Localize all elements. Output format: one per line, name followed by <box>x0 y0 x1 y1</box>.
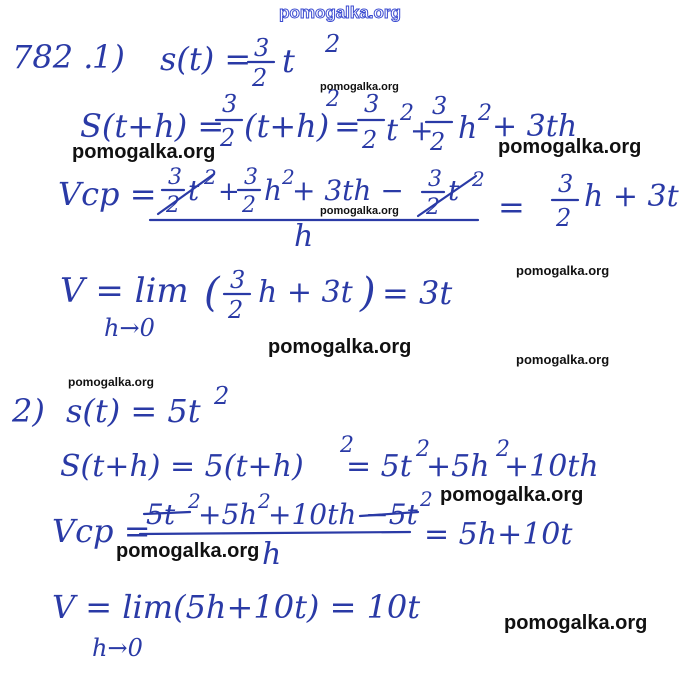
svg-text:2: 2 <box>340 433 354 458</box>
svg-text:+5h: +5h <box>198 498 258 531</box>
svg-text:5t: 5t <box>146 498 176 531</box>
svg-text:3: 3 <box>254 34 270 62</box>
svg-text:2: 2 <box>426 195 440 220</box>
part1-limit <box>60 266 452 342</box>
svg-text:V = lim(5h+10t) = 10t: V = lim(5h+10t) = 10t <box>52 588 421 626</box>
watermark-label: pomogalka.org <box>440 484 584 506</box>
svg-text:2: 2 <box>472 167 485 191</box>
svg-text:3: 3 <box>244 165 258 190</box>
svg-text:2: 2 <box>228 296 244 324</box>
svg-text:2: 2 <box>220 124 236 152</box>
svg-text:2: 2 <box>166 193 180 218</box>
svg-text:2: 2 <box>556 204 572 232</box>
svg-text:= 5h+10t: = 5h+10t <box>424 517 573 552</box>
svg-text:+ 3th −: + 3th − <box>292 174 404 207</box>
svg-text:): ) <box>360 270 376 316</box>
top-watermark: pomogalka.org <box>279 3 401 22</box>
svg-text:s(t) = 5t: s(t) = 5t <box>66 392 201 430</box>
svg-text:s(t) =: s(t) = <box>160 40 252 78</box>
svg-text:2: 2 <box>204 165 217 189</box>
svg-text:t: t <box>386 113 399 148</box>
part2-given <box>66 382 229 430</box>
svg-text:Vcp =: Vcp = <box>52 512 151 550</box>
svg-text:h→0: h→0 <box>92 634 143 662</box>
svg-text:(: ( <box>204 270 220 316</box>
problem-number: 782 . <box>12 38 94 76</box>
part2-expansion <box>60 433 599 484</box>
svg-text:h: h <box>458 111 478 146</box>
svg-text:+: + <box>410 114 434 147</box>
part2-limit <box>52 588 420 662</box>
svg-text:3: 3 <box>230 266 246 294</box>
part1-given <box>160 30 340 92</box>
svg-text:t: t <box>448 174 460 207</box>
part1-marker: 1) <box>92 38 125 76</box>
svg-text:2: 2 <box>242 193 256 218</box>
svg-text:V = lim: V = lim <box>60 271 189 311</box>
svg-text:t: t <box>188 174 200 207</box>
svg-text:2: 2 <box>400 101 414 126</box>
svg-text:3: 3 <box>222 90 238 118</box>
svg-text:h: h <box>262 537 282 572</box>
svg-text:S(t+h) =: S(t+h) = <box>80 107 225 145</box>
svg-text:= 5t: = 5t <box>346 449 412 484</box>
svg-text:Vcp =: Vcp = <box>58 175 157 213</box>
svg-text:2: 2 <box>420 487 433 511</box>
svg-text:h + 3t: h + 3t <box>584 179 679 214</box>
part2-marker: 2) <box>12 392 45 430</box>
watermark-label: pomogalka.org <box>268 336 412 358</box>
svg-text:3: 3 <box>432 92 448 120</box>
svg-text:2: 2 <box>214 382 230 410</box>
svg-text:+5h: +5h <box>426 449 490 484</box>
svg-text:2: 2 <box>326 87 340 112</box>
svg-text:+10th: +10th <box>504 449 599 484</box>
watermark-label: pomogalka.org <box>320 81 399 93</box>
svg-text:2: 2 <box>478 101 492 126</box>
svg-text:S(t+h) = 5(t+h): S(t+h) = 5(t+h) <box>60 449 304 484</box>
svg-text:+10th −5t: +10th −5t <box>268 498 418 531</box>
svg-text:2: 2 <box>188 489 201 513</box>
svg-text:t: t <box>282 42 295 80</box>
watermark-label: pomogalka.org <box>498 136 642 158</box>
svg-text:2: 2 <box>282 165 295 189</box>
svg-text:+: + <box>218 177 240 207</box>
watermark-label: pomogalka.org <box>516 263 610 278</box>
svg-text:= 3t: = 3t <box>382 274 453 312</box>
watermark-label: pomogalka.org <box>516 352 610 367</box>
svg-text:2: 2 <box>362 126 378 154</box>
svg-text:h + 3t: h + 3t <box>258 275 353 310</box>
svg-text:3: 3 <box>364 90 380 118</box>
svg-text:3: 3 <box>558 170 574 198</box>
watermark-label: pomogalka.org <box>72 141 216 163</box>
watermark-label: pomogalka.org <box>68 375 155 389</box>
watermark-label: pomogalka.org <box>504 612 648 634</box>
svg-text:2: 2 <box>258 489 271 513</box>
svg-text:2: 2 <box>252 64 268 92</box>
svg-text:=: = <box>334 107 361 145</box>
svg-text:3: 3 <box>168 165 182 190</box>
svg-text:h: h <box>294 219 314 254</box>
svg-text:=: = <box>498 188 525 226</box>
svg-text:+ 3th: + 3th <box>492 109 578 144</box>
svg-text:h: h <box>264 174 283 207</box>
svg-text:3: 3 <box>428 167 442 192</box>
svg-text:2: 2 <box>430 128 446 156</box>
svg-text:2: 2 <box>325 30 341 58</box>
watermark-label: pomogalka.org <box>116 540 260 562</box>
svg-text:2: 2 <box>496 437 510 462</box>
watermark-label: pomogalka.org <box>320 205 399 217</box>
svg-text:(t+h): (t+h) <box>244 107 330 145</box>
svg-text:h→0: h→0 <box>104 314 155 342</box>
svg-text:2: 2 <box>416 437 430 462</box>
